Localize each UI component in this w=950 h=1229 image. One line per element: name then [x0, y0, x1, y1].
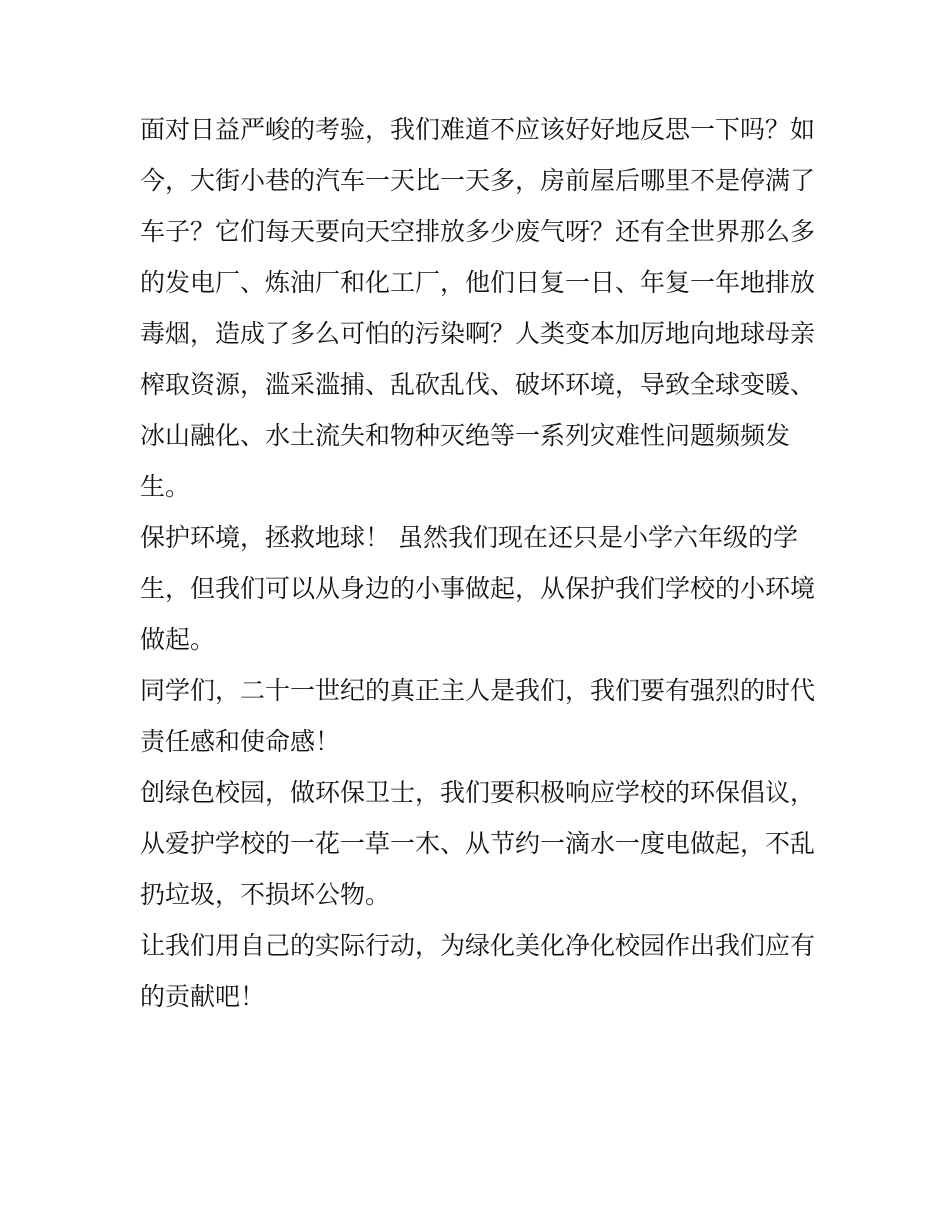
text-line: 面对日益严峻的考验，我们难道不应该好好地反思一下吗？如 — [140, 115, 816, 144]
text-line: 的贡献吧！ — [140, 982, 266, 1011]
text-line: 榨取资源，滥采滥捕、乱砍乱伐、破坏环境，导致全球变暖、 — [140, 370, 816, 399]
document-body — [140, 104, 820, 1022]
text-line: 冰山融化、水土流失和物种灭绝等一系列灾难性问题频频发 — [140, 421, 791, 450]
text-line: 车子？它们每天要向天空排放多少废气呀？还有全世界那么多 — [140, 217, 816, 246]
text-line: 让我们用自己的实际行动，为绿化美化净化校园作出我们应有 — [140, 931, 816, 960]
text-line: 从爱护学校的一花一草一木、从节约一滴水一度电做起，不乱 — [140, 829, 816, 858]
text-line: 的发电厂、炼油厂和化工厂，他们日复一日、年复一年地排放 — [140, 268, 816, 297]
text-line: 生。 — [140, 472, 191, 501]
text-line: 同学们，二十一世纪的真正主人是我们，我们要有强烈的时代 — [140, 676, 816, 705]
text-line: 毒烟，造成了多么可怕的污染啊？人类变本加厉地向地球母亲 — [140, 319, 816, 348]
text-line: 保护环境，拯救地球！ 虽然我们现在还只是小学六年级的学 — [140, 523, 798, 552]
text-line: 扔垃圾，不损坏公物。 — [140, 880, 391, 909]
text-line: 创绿色校园，做环保卫士，我们要积极响应学校的环保倡议， — [140, 778, 816, 807]
text-line: 责任感和使命感！ — [140, 727, 341, 756]
text-line: 今，大街小巷的汽车一天比一天多，房前屋后哪里不是停满了 — [140, 166, 816, 195]
text-line: 生，但我们可以从身边的小事做起，从保护我们学校的小环境 — [140, 574, 816, 603]
text-line: 做起。 — [140, 625, 216, 654]
